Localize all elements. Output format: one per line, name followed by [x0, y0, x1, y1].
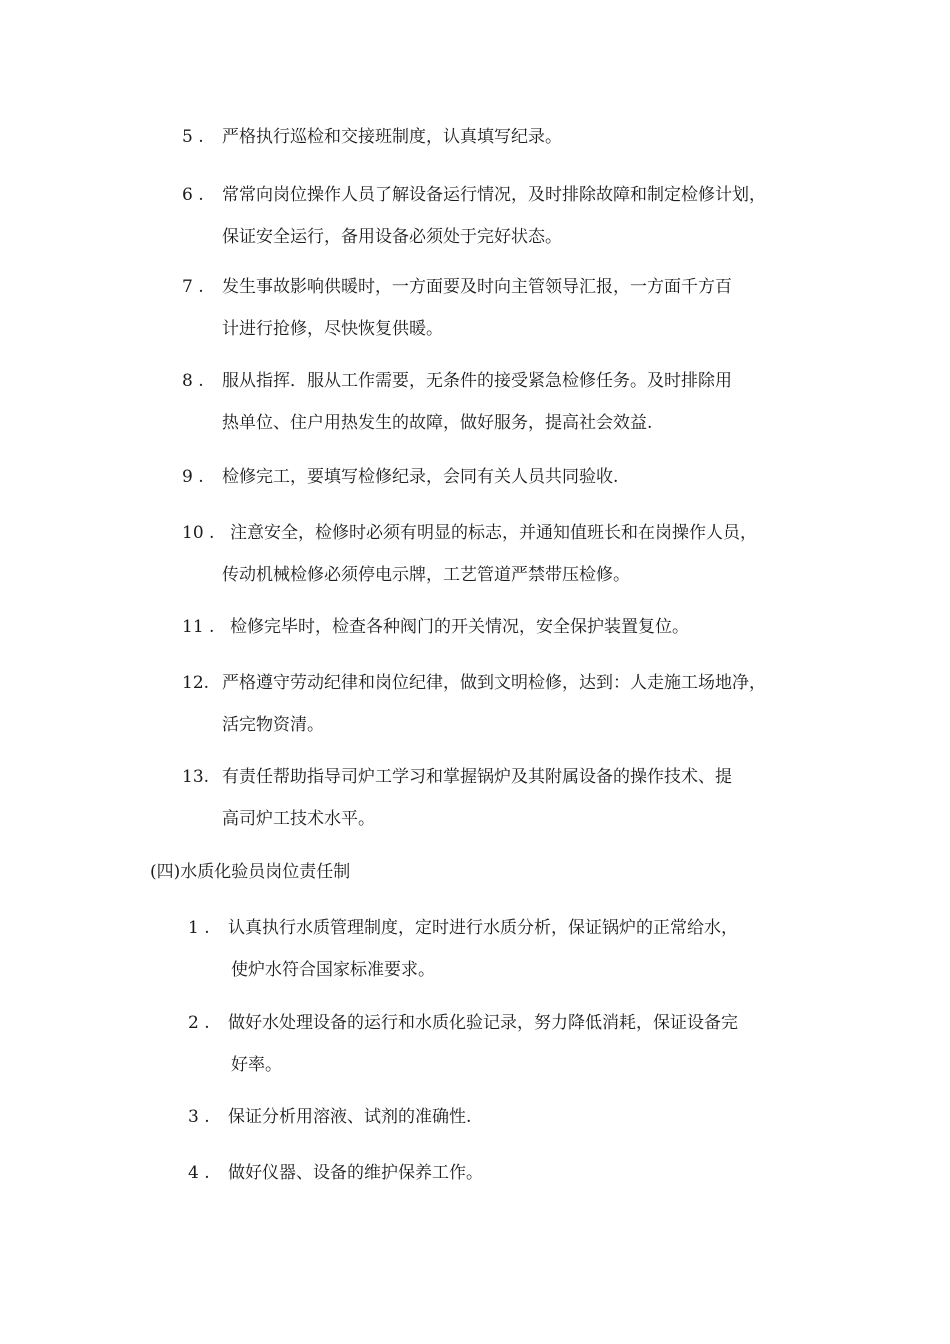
list-item-text: 检修完工，要填写检修纪录，会同有关人员共同验收. — [222, 467, 619, 487]
list-item-5 — [182, 116, 562, 158]
list-item-text: 有责任帮助指导司炉工学习和掌握锅炉及其附属设备的操作技术、提 — [222, 767, 732, 787]
section-heading: (四)水质化验员岗位责任制 — [150, 862, 351, 882]
list-item-text: 做好水处理设备的运行和水质化验记录，努力降低消耗，保证设备完 — [228, 1013, 738, 1033]
list-item-text: 服从指挥．服从工作需要，无条件的接受紧急检修任务。及时排除用 — [222, 371, 732, 391]
list-item-number: 7 . — [182, 277, 204, 297]
list-item-text-cont: 热单位、住户用热发生的故障，做好服务，提高社会效益. — [222, 413, 653, 433]
list-item-b3 — [188, 1096, 471, 1138]
list-item-text-cont: 好率。 — [231, 1055, 282, 1075]
list-item-text: 发生事故影响供暖时，一方面要及时向主管领导汇报，一方面千方百 — [222, 277, 732, 297]
list-item-13 — [182, 756, 732, 840]
list-item-6 — [182, 174, 766, 258]
list-item-text: 检修完毕时，检查各种阀门的开关情况，安全保护装置复位。 — [230, 617, 689, 637]
list-item-number: 3 . — [188, 1107, 210, 1127]
list-item-number: 10 . — [182, 523, 215, 543]
list-item-12 — [182, 662, 766, 746]
list-item-text-cont: 使炉水符合国家标准要求。 — [231, 960, 435, 980]
list-item-7 — [182, 266, 732, 350]
list-item-number: 8 . — [182, 371, 204, 391]
list-item-b4 — [188, 1152, 483, 1194]
list-item-text: 做好仪器、设备的维护保养工作。 — [228, 1163, 483, 1183]
list-item-text: 认真执行水质管理制度，定时进行水质分析，保证锅炉的正常给水， — [228, 918, 738, 938]
list-item-number: 2 . — [188, 1013, 210, 1033]
list-item-b2 — [188, 1002, 738, 1086]
list-item-text: 保证分析用溶液、试剂的准确性. — [228, 1107, 472, 1127]
list-item-text: 常常向岗位操作人员了解设备运行情况，及时排除故障和制定检修计划， — [222, 185, 766, 205]
list-item-11 — [182, 606, 689, 648]
list-item-number: 13. — [182, 767, 210, 787]
list-item-text-cont: 传动机械检修必须停电示牌，工艺管道严禁带压检修。 — [222, 565, 630, 585]
list-item-b1 — [188, 907, 738, 991]
list-item-number: 4 . — [188, 1163, 210, 1183]
list-item-number: 9 . — [182, 467, 204, 487]
list-item-10 — [182, 512, 757, 596]
list-item-text: 严格遵守劳动纪律和岗位纪律，做到文明检修，达到：人走施工场地净， — [222, 673, 766, 693]
list-item-text-cont: 活完物资清。 — [222, 715, 324, 735]
list-item-text-cont: 高司炉工技术水平。 — [222, 809, 375, 829]
list-item-number: 1 . — [188, 918, 210, 938]
list-item-8 — [182, 360, 732, 444]
list-item-9 — [182, 456, 618, 498]
list-item-number: 6 . — [182, 185, 204, 205]
list-item-text-cont: 保证安全运行，备用设备必须处于完好状态。 — [222, 227, 562, 247]
list-item-text: 注意安全，检修时必须有明显的标志，并通知值班长和在岗操作人员， — [230, 523, 757, 543]
list-item-number: 11 . — [182, 617, 215, 637]
list-item-text: 严格执行巡检和交接班制度，认真填写纪录。 — [222, 127, 562, 147]
list-item-text-cont: 计进行抢修，尽快恢复供暖。 — [222, 319, 443, 339]
list-item-number: 12. — [182, 673, 210, 693]
list-item-number: 5 . — [182, 127, 204, 147]
